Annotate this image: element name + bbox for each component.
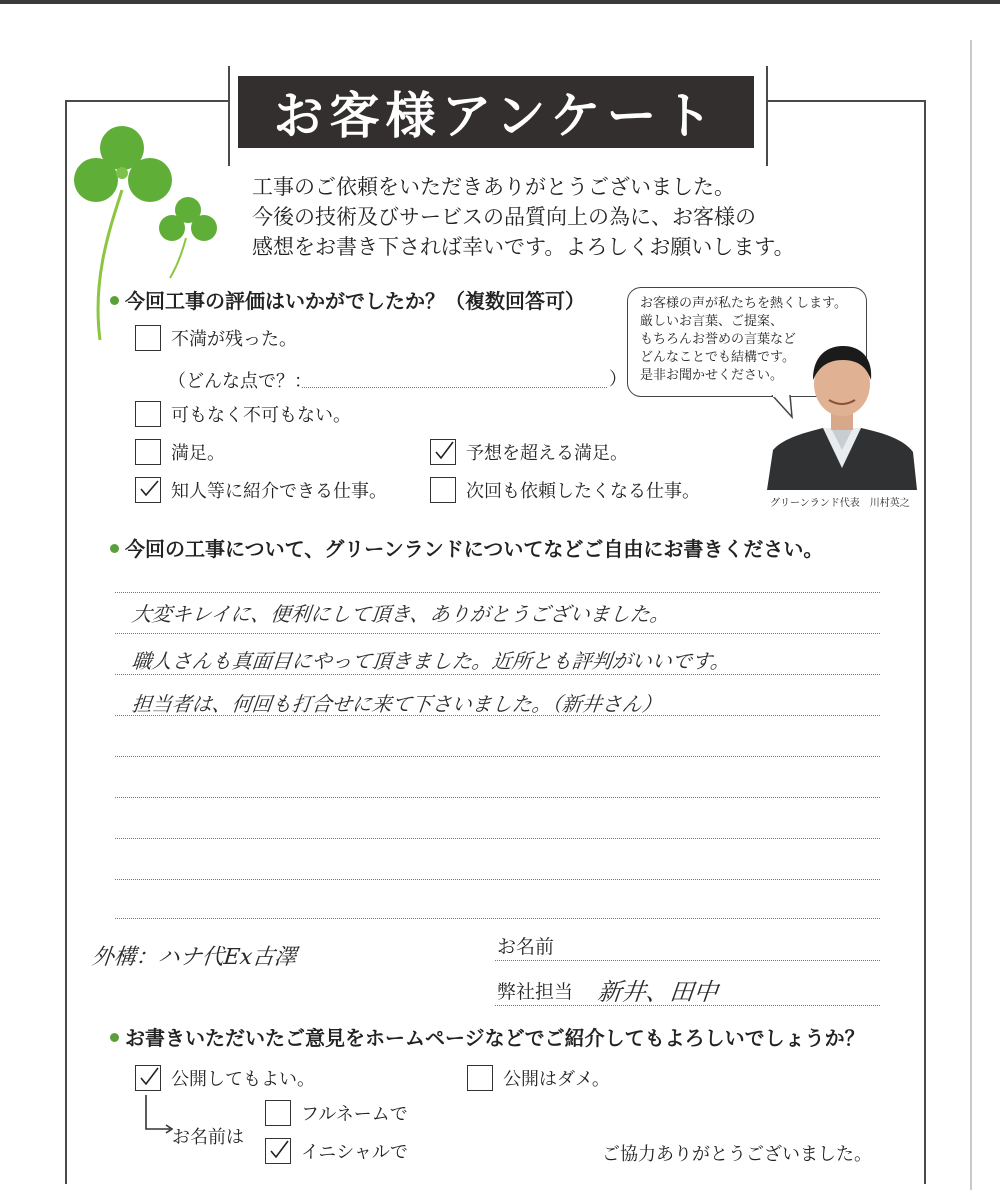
handwritten-comment: 担当者は、何回も打合せに来て下さいました。（新井さん） xyxy=(130,692,664,716)
thanks-message: ご協力ありがとうございました。 xyxy=(602,1144,872,1165)
comment-line[interactable] xyxy=(115,633,880,634)
checkbox-checked[interactable] xyxy=(135,477,161,503)
comment-line[interactable] xyxy=(115,674,880,675)
option-beyond-expectation[interactable]: 予想を超える満足。 xyxy=(430,439,628,465)
option-dissatisfied[interactable]: 不満が残った。 xyxy=(135,325,297,351)
name-display-prefix: お名前は xyxy=(172,1127,244,1148)
option-neutral[interactable]: 可もなく不可もない。 xyxy=(135,401,351,427)
bullet-icon xyxy=(110,544,119,553)
scan-edge-right xyxy=(970,40,972,1190)
bullet-icon xyxy=(110,296,119,305)
check-mark-icon xyxy=(266,1139,290,1163)
staff-input-line[interactable] xyxy=(495,1005,880,1006)
option-satisfied[interactable]: 満足。 xyxy=(135,439,225,465)
comments-heading: 今回の工事について、グリーンランドについてなどご自由にお書きください。 xyxy=(110,533,823,562)
title-banner xyxy=(238,76,754,148)
comment-line[interactable] xyxy=(115,756,880,757)
representative-photo xyxy=(767,342,917,490)
staff-label: 弊社担当 xyxy=(497,981,574,1003)
intro-line: 工事のご依頼をいただきありがとうございました。 xyxy=(252,175,735,199)
option-publish-ok[interactable]: 公開してもよい。 xyxy=(135,1065,315,1091)
scan-edge-top xyxy=(0,0,1000,4)
checkbox[interactable] xyxy=(265,1100,291,1126)
evaluation-heading: 今回工事の評価はいかがでしたか？（複数回答可） xyxy=(110,285,585,314)
speech-line: どんなことでも結構です。 xyxy=(640,350,795,365)
detail-prompt: （どんな点で？： xyxy=(168,371,312,392)
comment-line[interactable] xyxy=(115,797,880,798)
page-title: お客様アンケート xyxy=(273,87,719,145)
checkbox[interactable] xyxy=(467,1065,493,1091)
checkbox-checked[interactable] xyxy=(135,1065,161,1091)
name-input-line[interactable] xyxy=(495,960,880,961)
handwritten-side-note: 外構：ハナ代Ex古澤 xyxy=(90,945,298,970)
option-recommendable[interactable]: 知人等に紹介できる仕事。 xyxy=(135,477,387,503)
comment-line[interactable] xyxy=(115,879,880,880)
speech-line: 是非お聞かせください。 xyxy=(640,368,784,383)
photo-caption: グリーンランド代表 川村英之 xyxy=(770,498,910,509)
checkbox[interactable] xyxy=(135,439,161,465)
detail-close: ） xyxy=(609,369,627,390)
handwritten-comment: 職人さんも真面目にやって頂きました。近所とも評判がいいです。 xyxy=(130,649,732,673)
checkbox-checked[interactable] xyxy=(430,439,456,465)
name-label: お名前 xyxy=(497,936,555,958)
comment-line[interactable] xyxy=(115,918,880,919)
intro-text xyxy=(252,172,795,262)
handwritten-comment: 大変キレイに、便利にして頂き、ありがとうございました。 xyxy=(130,602,672,626)
option-fullname[interactable]: フルネームで xyxy=(265,1100,408,1126)
detail-input-line[interactable] xyxy=(302,387,607,388)
checkbox[interactable] xyxy=(135,401,161,427)
speech-line: 厳しいお言葉、ご提案、 xyxy=(640,314,784,329)
speech-line: お客様の声が私たちを熱くします。 xyxy=(640,296,847,311)
bullet-icon xyxy=(110,1033,119,1042)
option-initial[interactable]: イニシャルで xyxy=(265,1138,408,1164)
speech-line: もちろんお誉めの言葉など xyxy=(640,332,797,347)
intro-line: 感想をお書き下されば幸いです。よろしくお願いします。 xyxy=(252,235,795,259)
checkbox[interactable] xyxy=(430,477,456,503)
check-mark-icon xyxy=(136,478,160,502)
option-repeat-request[interactable]: 次回も依頼したくなる仕事。 xyxy=(430,477,700,503)
comment-line[interactable] xyxy=(115,838,880,839)
check-mark-icon xyxy=(136,1066,160,1090)
arrow-right-icon xyxy=(142,1095,176,1137)
option-publish-ng[interactable]: 公開はダメ。 xyxy=(467,1065,610,1091)
staff-value: 新井、田中 xyxy=(596,978,720,1006)
comment-line[interactable] xyxy=(115,592,880,593)
intro-line: 今後の技術及びサービスの品質向上の為に、お客様の xyxy=(252,205,756,229)
checkbox[interactable] xyxy=(135,325,161,351)
checkbox-checked[interactable] xyxy=(265,1138,291,1164)
check-mark-icon xyxy=(431,440,455,464)
publish-heading: お書きいただいたご意見をホームページなどでご紹介してもよろしいでしょうか？ xyxy=(110,1022,865,1051)
